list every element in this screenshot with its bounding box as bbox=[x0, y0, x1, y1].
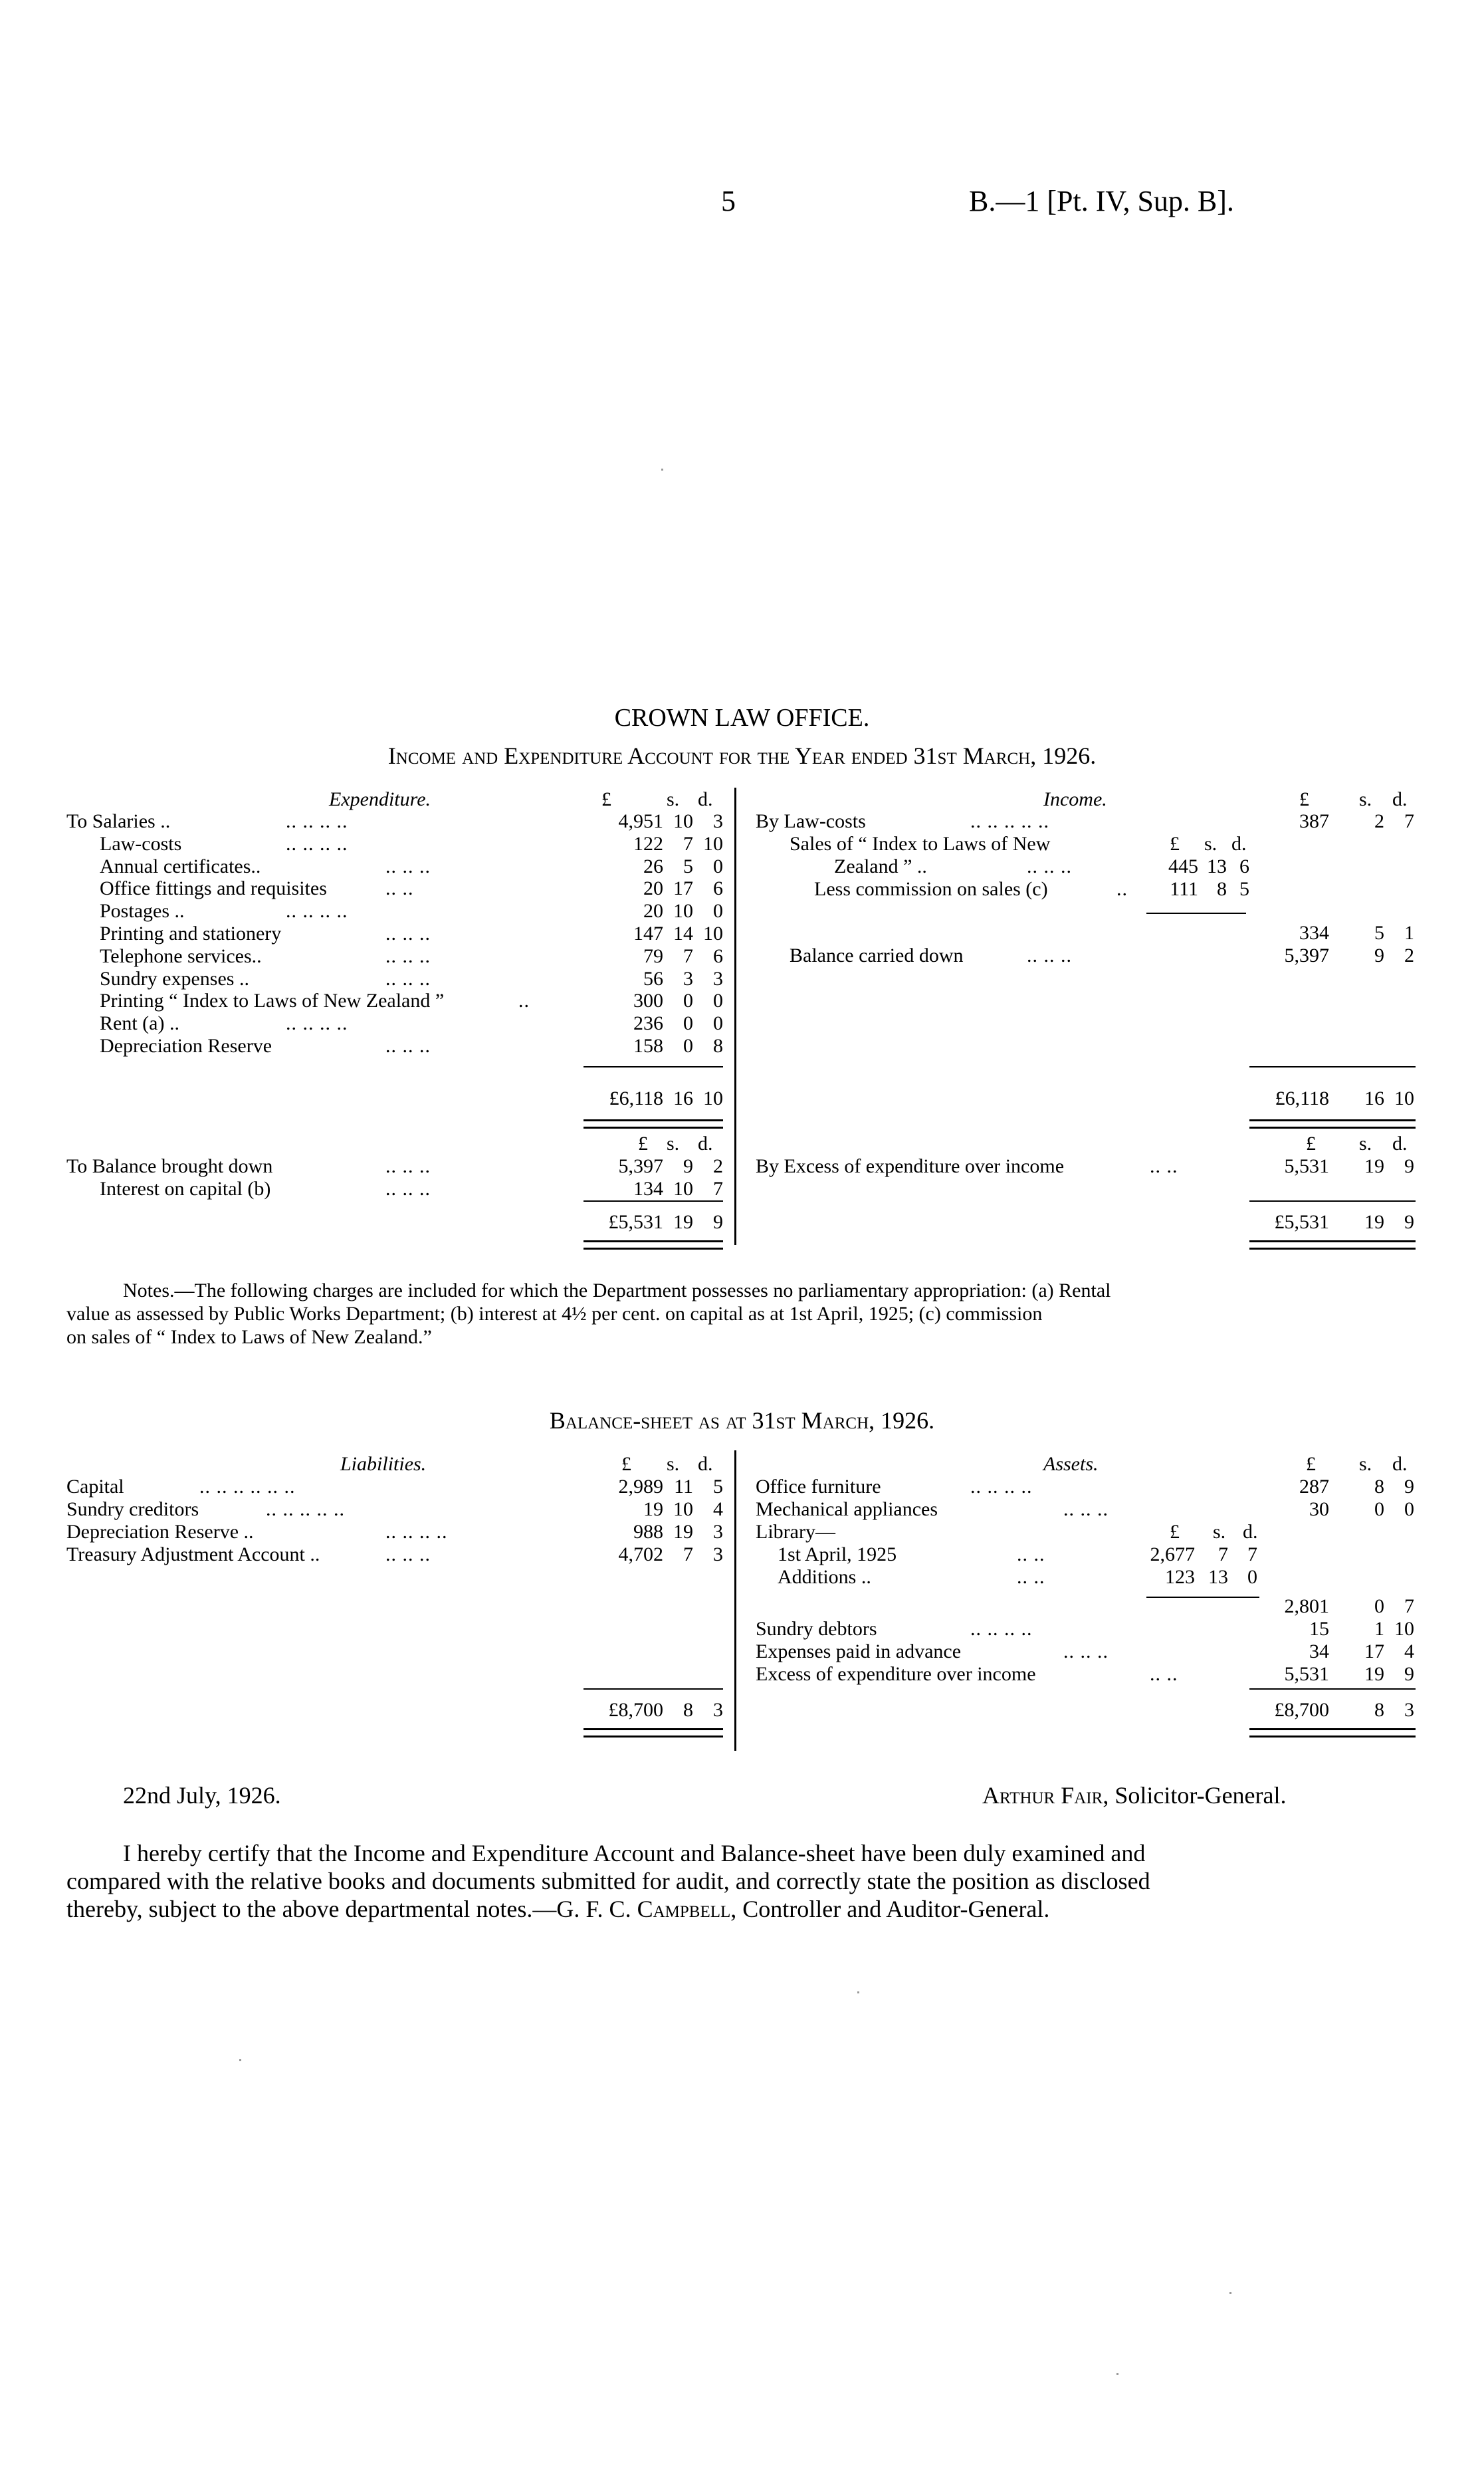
asset-row-label: Office furniture bbox=[756, 1476, 881, 1498]
inc-commission-pounds: 111 bbox=[1170, 878, 1198, 900]
asset-row-pence: 9 bbox=[1404, 1663, 1414, 1685]
inc-balance-dots: .. .. .. bbox=[1027, 945, 1072, 966]
certificate-line-3 bbox=[66, 1895, 1049, 1923]
inc2-excess-pounds: 5,531 bbox=[1284, 1155, 1329, 1177]
exp2-col-pence: d. bbox=[698, 1133, 713, 1155]
asset-row-pounds: 287 bbox=[1299, 1476, 1329, 1498]
asset-row-pounds: 5,531 bbox=[1284, 1663, 1329, 1685]
exp2-col-pounds: £ bbox=[638, 1133, 648, 1155]
assets-total-pence: 3 bbox=[1404, 1699, 1414, 1721]
inc-sales-shillings: 13 bbox=[1207, 855, 1227, 877]
certificate-line-3-text: thereby, subject to the above departmental notes.—G. F. C. bbox=[66, 1896, 637, 1922]
inc-sales-net-pence: 1 bbox=[1404, 922, 1414, 944]
assets-total-double-rule bbox=[1249, 1728, 1416, 1737]
signatory-name: Arthur Fair bbox=[982, 1782, 1103, 1809]
exp2-row-dots: .. .. .. bbox=[385, 1178, 431, 1200]
liab-row-pounds: 988 bbox=[633, 1521, 663, 1543]
liab-row-dots: .. .. .. .. bbox=[385, 1521, 448, 1543]
inc2-excess-label: By Excess of expenditure over income bbox=[756, 1155, 1065, 1177]
exp-row-shillings: 7 bbox=[683, 945, 693, 967]
exp-row-label: Printing and stationery bbox=[100, 923, 282, 945]
exp2-row-shillings: 9 bbox=[683, 1155, 693, 1177]
asset-row-dots: .. .. .. bbox=[1063, 1498, 1109, 1520]
exp-row-pounds: 26 bbox=[643, 855, 663, 877]
inc-sales-pence: 6 bbox=[1239, 855, 1249, 877]
exp-col-pounds: £ bbox=[601, 788, 611, 810]
inc-total-shillings: 16 bbox=[1364, 1087, 1384, 1109]
page-number: 5 bbox=[721, 185, 736, 217]
exp-row-label: Office fittings and requisites bbox=[100, 877, 327, 900]
inc2-total-pence: 9 bbox=[1404, 1211, 1414, 1233]
exp-row-shillings: 0 bbox=[683, 1035, 693, 1057]
exp-row-pounds: 236 bbox=[633, 1012, 663, 1035]
exp-total-double-rule bbox=[583, 1119, 723, 1129]
inc-commission-label: Less commission on sales (c) bbox=[814, 878, 1048, 900]
liab-row-label: Capital bbox=[66, 1476, 124, 1498]
exp-subtotal-rule bbox=[583, 1066, 723, 1067]
exp-row-pence: 0 bbox=[713, 990, 723, 1012]
library-row-label: Additions .. bbox=[778, 1566, 871, 1588]
income-heading: Income. bbox=[1043, 788, 1107, 810]
exp-row-shillings: 10 bbox=[673, 900, 693, 923]
exp-col-shillings: s. bbox=[667, 788, 680, 810]
exp-row-dots: .. .. .. bbox=[385, 923, 431, 945]
balance-sheet-title: Balance-sheet as at 31st March, 1926. bbox=[549, 1407, 935, 1434]
library-row-shillings: 7 bbox=[1218, 1543, 1228, 1565]
exp-row-pence: 8 bbox=[713, 1035, 723, 1057]
exp-row-dots: .. .. bbox=[385, 877, 414, 900]
notes-line-2: value as assessed by Public Works Department; (b) interest at 4½ per cent. on capital as at 1st April, 1925; (c) commission bbox=[66, 1303, 1043, 1325]
liab-total-pence: 3 bbox=[713, 1699, 723, 1721]
exp2-total-pence: 9 bbox=[713, 1211, 723, 1233]
liab-row-pence: 3 bbox=[713, 1543, 723, 1565]
inc-commission-pence: 5 bbox=[1239, 878, 1249, 900]
exp-row-dots: .. .. .. bbox=[385, 1035, 431, 1057]
exp-row-label: To Salaries .. bbox=[66, 810, 171, 832]
certificate-line-2: compared with the relative books and documents submitted for audit, and correctly state the position as disclosed bbox=[66, 1868, 1150, 1894]
inc-col-pence: d. bbox=[1392, 788, 1408, 810]
library-col-pounds: £ bbox=[1170, 1521, 1180, 1543]
exp-row-pence: 0 bbox=[713, 900, 723, 923]
exp-row-dots: .. .. .. .. bbox=[286, 832, 348, 855]
scan-speck bbox=[857, 1991, 859, 1993]
exp-row-pence: 10 bbox=[703, 923, 723, 945]
assets-col-pounds: £ bbox=[1306, 1453, 1316, 1475]
exp2-row-pence: 7 bbox=[713, 1178, 723, 1200]
exp-row-label: Printing “ Index to Laws of New Zealand ” bbox=[100, 990, 445, 1012]
inc-sales-label-line1: Sales of “ Index to Laws of New bbox=[790, 833, 1051, 855]
liab-row-shillings: 11 bbox=[674, 1476, 693, 1498]
inc-commission-rule bbox=[1146, 913, 1246, 914]
inc-col-pounds: £ bbox=[1299, 788, 1309, 810]
asset-row-label: Mechanical appliances bbox=[756, 1498, 938, 1520]
liabilities-heading: Liabilities. bbox=[340, 1453, 427, 1475]
asset-row-shillings: 17 bbox=[1364, 1640, 1384, 1662]
inc-balance-label: Balance carried down bbox=[790, 945, 964, 966]
liab-row-dots: .. .. .. bbox=[385, 1543, 431, 1565]
inc2-total-double-rule bbox=[1249, 1240, 1416, 1250]
asset-row-pounds: 15 bbox=[1309, 1618, 1329, 1640]
exp2-row-dots: .. .. .. bbox=[385, 1155, 431, 1177]
library-col-shillings: s. bbox=[1213, 1521, 1226, 1543]
inc-col-shillings: s. bbox=[1359, 788, 1372, 810]
exp-row-dots: .. .. .. .. bbox=[286, 1012, 348, 1035]
library-row-label: 1st April, 1925 bbox=[778, 1543, 897, 1565]
exp-row-pounds: 147 bbox=[633, 923, 663, 945]
certificate-line-3-end: , Controller and Auditor-General. bbox=[730, 1896, 1050, 1922]
scan-speck bbox=[1116, 2373, 1118, 2375]
inc2-col-pounds: £ bbox=[1306, 1133, 1316, 1155]
exp-row-dots: .. .. .. bbox=[385, 945, 431, 967]
exp-total-pence: 10 bbox=[703, 1087, 723, 1109]
exp-total-shillings: 16 bbox=[673, 1087, 693, 1109]
inc-total-pence: 10 bbox=[1394, 1087, 1414, 1109]
library-subtotal-rule bbox=[1146, 1597, 1259, 1598]
exp-row-shillings: 5 bbox=[683, 855, 693, 877]
liab-row-pounds: 4,702 bbox=[618, 1543, 663, 1565]
library-row-pence: 7 bbox=[1247, 1543, 1257, 1565]
inc-balance-pence: 2 bbox=[1404, 945, 1414, 966]
assets-heading: Assets. bbox=[1043, 1453, 1099, 1475]
exp2-row-label: To Balance brought down bbox=[66, 1155, 273, 1177]
inc-commission-shillings: 8 bbox=[1217, 878, 1227, 900]
library-total-pounds: 2,801 bbox=[1284, 1595, 1329, 1617]
exp-row-dots: .. .. .. .. bbox=[286, 810, 348, 832]
asset-row-label: Excess of expenditure over income bbox=[756, 1663, 1036, 1685]
liab-row-shillings: 19 bbox=[673, 1521, 693, 1543]
exp-total-pounds: £6,118 bbox=[609, 1087, 663, 1109]
liab-col-pounds: £ bbox=[621, 1453, 631, 1475]
liab-row-dots: .. .. .. .. .. .. bbox=[199, 1476, 296, 1498]
exp2-row-pence: 2 bbox=[713, 1155, 723, 1177]
exp-row-label: Rent (a) .. bbox=[100, 1012, 179, 1035]
inc2-total-shillings: 19 bbox=[1364, 1211, 1384, 1233]
signatory bbox=[982, 1781, 1287, 1809]
ie-center-divider bbox=[734, 788, 736, 1245]
asset-row-pounds: 34 bbox=[1309, 1640, 1329, 1662]
exp-row-pence: 0 bbox=[713, 1012, 723, 1035]
exp-row-shillings: 10 bbox=[673, 810, 693, 832]
exp-row-pounds: 79 bbox=[643, 945, 663, 967]
exp-row-pence: 10 bbox=[703, 832, 723, 855]
inc-sub-col-pence: d. bbox=[1231, 833, 1247, 855]
liab-row-pence: 4 bbox=[713, 1498, 723, 1520]
exp-row-pounds: 20 bbox=[643, 900, 663, 923]
exp-row-dots: .. .. .. bbox=[385, 967, 431, 990]
asset-row-label: Sundry debtors bbox=[756, 1618, 877, 1640]
ie-account-title: Income and Expenditure Account for the Year ended 31st March, 1926. bbox=[387, 742, 1097, 769]
liab-total-shillings: 8 bbox=[683, 1699, 693, 1721]
inc-sub-col-shillings: s. bbox=[1204, 833, 1218, 855]
assets-total-pounds: £8,700 bbox=[1274, 1699, 1329, 1721]
exp2-total-double-rule bbox=[583, 1240, 723, 1250]
asset-row-shillings: 0 bbox=[1374, 1498, 1384, 1520]
library-row-dots: .. .. bbox=[1017, 1566, 1045, 1588]
liab-total-double-rule bbox=[583, 1728, 723, 1737]
library-row-pounds: 123 bbox=[1165, 1566, 1195, 1588]
exp-row-shillings: 3 bbox=[683, 967, 693, 990]
document-reference: B.—1 [Pt. IV, Sup. B]. bbox=[969, 185, 1234, 217]
inc-sales-net-shillings: 5 bbox=[1374, 922, 1384, 944]
assets-total-shillings: 8 bbox=[1374, 1699, 1384, 1721]
notes-line-1: Notes.—The following charges are included for which the Department possesses no parliamentary appropriation: (a) Rental bbox=[123, 1280, 1111, 1301]
exp-row-label: Law-costs bbox=[100, 832, 182, 855]
asset-row-label: Expenses paid in advance bbox=[756, 1640, 962, 1662]
inc-law-costs-pence: 7 bbox=[1404, 810, 1414, 832]
asset-row-pence: 9 bbox=[1404, 1476, 1414, 1498]
asset-row-pence: 10 bbox=[1394, 1618, 1414, 1640]
inc-sales-dots: .. .. .. bbox=[1027, 855, 1072, 877]
exp-row-pounds: 122 bbox=[633, 832, 663, 855]
liab-subtotal-rule bbox=[583, 1688, 723, 1690]
inc2-total-pounds: £5,531 bbox=[1274, 1211, 1329, 1233]
exp-row-label: Telephone services.. bbox=[100, 945, 262, 967]
exp-row-pence: 3 bbox=[713, 967, 723, 990]
signature-date: 22nd July, 1926. bbox=[123, 1782, 281, 1809]
inc2-excess-pence: 9 bbox=[1404, 1155, 1414, 1177]
liab-row-pence: 5 bbox=[713, 1476, 723, 1498]
exp-row-shillings: 17 bbox=[673, 877, 693, 900]
inc2-excess-shillings: 19 bbox=[1364, 1155, 1384, 1177]
inc-law-costs-pounds: 387 bbox=[1299, 810, 1329, 832]
exp2-col-shillings: s. bbox=[667, 1133, 680, 1155]
exp2-row-pounds: 134 bbox=[633, 1178, 663, 1200]
library-col-pence: d. bbox=[1243, 1521, 1258, 1543]
asset-row-pence: 4 bbox=[1404, 1640, 1414, 1662]
inc-subtotal-rule bbox=[1249, 1066, 1416, 1067]
inc-law-costs-shillings: 2 bbox=[1374, 810, 1384, 832]
scan-speck bbox=[1229, 2292, 1231, 2294]
exp-row-dots: .. .. .. .. bbox=[286, 900, 348, 923]
exp-row-pence: 6 bbox=[713, 877, 723, 900]
liab-row-label: Depreciation Reserve .. bbox=[66, 1521, 254, 1543]
inc-balance-shillings: 9 bbox=[1374, 945, 1384, 966]
exp-row-label: Annual certificates.. bbox=[100, 855, 261, 877]
liab-row-pounds: 19 bbox=[643, 1498, 663, 1520]
asset-row-dots: .. .. .. bbox=[1063, 1640, 1109, 1662]
exp2-row-shillings: 10 bbox=[673, 1178, 693, 1200]
inc-sales-net-pounds: 334 bbox=[1299, 922, 1329, 944]
liab-row-label: Treasury Adjustment Account .. bbox=[66, 1543, 320, 1565]
liab-total-pounds: £8,700 bbox=[608, 1699, 663, 1721]
inc2-col-shillings: s. bbox=[1359, 1133, 1372, 1155]
exp-row-shillings: 0 bbox=[683, 990, 693, 1012]
exp-row-pounds: 20 bbox=[643, 877, 663, 900]
auditor-name: Campbell bbox=[637, 1896, 731, 1922]
signatory-title: , Solicitor-General. bbox=[1103, 1782, 1287, 1809]
liab-row-dots: .. .. .. .. .. bbox=[266, 1498, 345, 1520]
exp2-total-pounds: £5,531 bbox=[608, 1211, 663, 1233]
library-total-pence: 7 bbox=[1404, 1595, 1414, 1617]
asset-row-pounds: 30 bbox=[1309, 1498, 1329, 1520]
assets-col-pence: d. bbox=[1392, 1453, 1408, 1475]
liab-row-shillings: 10 bbox=[673, 1498, 693, 1520]
asset-row-pence: 0 bbox=[1404, 1498, 1414, 1520]
exp2-total-shillings: 19 bbox=[673, 1211, 693, 1233]
liab-row-pence: 3 bbox=[713, 1521, 723, 1543]
notes-line-3: on sales of “ Index to Laws of New Zealand.” bbox=[66, 1326, 432, 1348]
exp-row-label: Sundry expenses .. bbox=[100, 967, 249, 990]
exp-row-shillings: 14 bbox=[673, 923, 693, 945]
exp-row-shillings: 7 bbox=[683, 832, 693, 855]
office-title: CROWN LAW OFFICE. bbox=[614, 704, 870, 732]
asset-row-shillings: 19 bbox=[1364, 1663, 1384, 1685]
exp-row-label: Depreciation Reserve bbox=[100, 1035, 272, 1057]
asset-row-shillings: 8 bbox=[1374, 1476, 1384, 1498]
asset-row-dots: .. .. .. .. bbox=[970, 1618, 1033, 1640]
exp-row-pounds: 158 bbox=[633, 1035, 663, 1057]
asset-row-shillings: 1 bbox=[1374, 1618, 1384, 1640]
library-row-dots: .. .. bbox=[1017, 1543, 1045, 1565]
inc2-subtotal-rule bbox=[1249, 1200, 1416, 1202]
inc-total-pounds: £6,118 bbox=[1275, 1087, 1329, 1109]
inc-sub-col-pounds: £ bbox=[1170, 833, 1180, 855]
certificate-line-1: I hereby certify that the Income and Expenditure Account and Balance-sheet have been duly examined and bbox=[123, 1840, 1146, 1866]
exp2-subtotal-rule bbox=[583, 1200, 723, 1202]
exp-row-pounds: 4,951 bbox=[618, 810, 663, 832]
bs-center-divider bbox=[734, 1450, 736, 1751]
exp-row-pence: 6 bbox=[713, 945, 723, 967]
library-row-shillings: 13 bbox=[1208, 1566, 1228, 1588]
exp-row-dots: .. .. .. bbox=[385, 855, 431, 877]
inc-sales-label-line2: Zealand ” .. bbox=[834, 855, 927, 877]
exp-row-pence: 0 bbox=[713, 855, 723, 877]
exp2-row-pounds: 5,397 bbox=[618, 1155, 663, 1177]
inc-sales-pounds: 445 bbox=[1168, 855, 1198, 877]
inc2-col-pence: d. bbox=[1392, 1133, 1408, 1155]
liab-col-pence: d. bbox=[698, 1453, 713, 1475]
asset-row-dots: .. .. .. .. bbox=[970, 1476, 1033, 1498]
inc2-excess-dots: .. .. bbox=[1150, 1155, 1178, 1177]
inc-law-costs-label: By Law-costs bbox=[756, 810, 866, 832]
scan-speck bbox=[239, 2059, 241, 2061]
expenditure-heading: Expenditure. bbox=[329, 788, 431, 810]
exp-row-pounds: 300 bbox=[633, 990, 663, 1012]
liab-row-label: Sundry creditors bbox=[66, 1498, 199, 1520]
liab-row-shillings: 7 bbox=[683, 1543, 693, 1565]
exp-row-shillings: 0 bbox=[683, 1012, 693, 1035]
inc-law-costs-dots: .. .. .. .. .. bbox=[970, 810, 1049, 832]
exp2-row-label: Interest on capital (b) bbox=[100, 1178, 271, 1200]
library-total-shillings: 0 bbox=[1374, 1595, 1384, 1617]
liab-row-pounds: 2,989 bbox=[618, 1476, 663, 1498]
library-label: Library— bbox=[756, 1521, 835, 1543]
liab-col-shillings: s. bbox=[667, 1453, 680, 1475]
exp-row-pence: 3 bbox=[713, 810, 723, 832]
assets-subtotal-rule bbox=[1249, 1688, 1416, 1690]
exp-col-pence: d. bbox=[698, 788, 713, 810]
inc-total-double-rule bbox=[1249, 1119, 1416, 1129]
exp-row-pounds: 56 bbox=[643, 967, 663, 990]
exp-row-label: Postages .. bbox=[100, 900, 185, 923]
assets-col-shillings: s. bbox=[1359, 1453, 1372, 1475]
asset-row-dots: .. .. bbox=[1150, 1663, 1178, 1685]
inc-commission-dots: .. bbox=[1116, 878, 1128, 900]
exp-row-dots: .. bbox=[518, 990, 530, 1012]
library-row-pounds: 2,677 bbox=[1150, 1543, 1195, 1565]
library-row-pence: 0 bbox=[1247, 1566, 1257, 1588]
scan-speck bbox=[661, 469, 663, 471]
inc-balance-pounds: 5,397 bbox=[1284, 945, 1329, 966]
